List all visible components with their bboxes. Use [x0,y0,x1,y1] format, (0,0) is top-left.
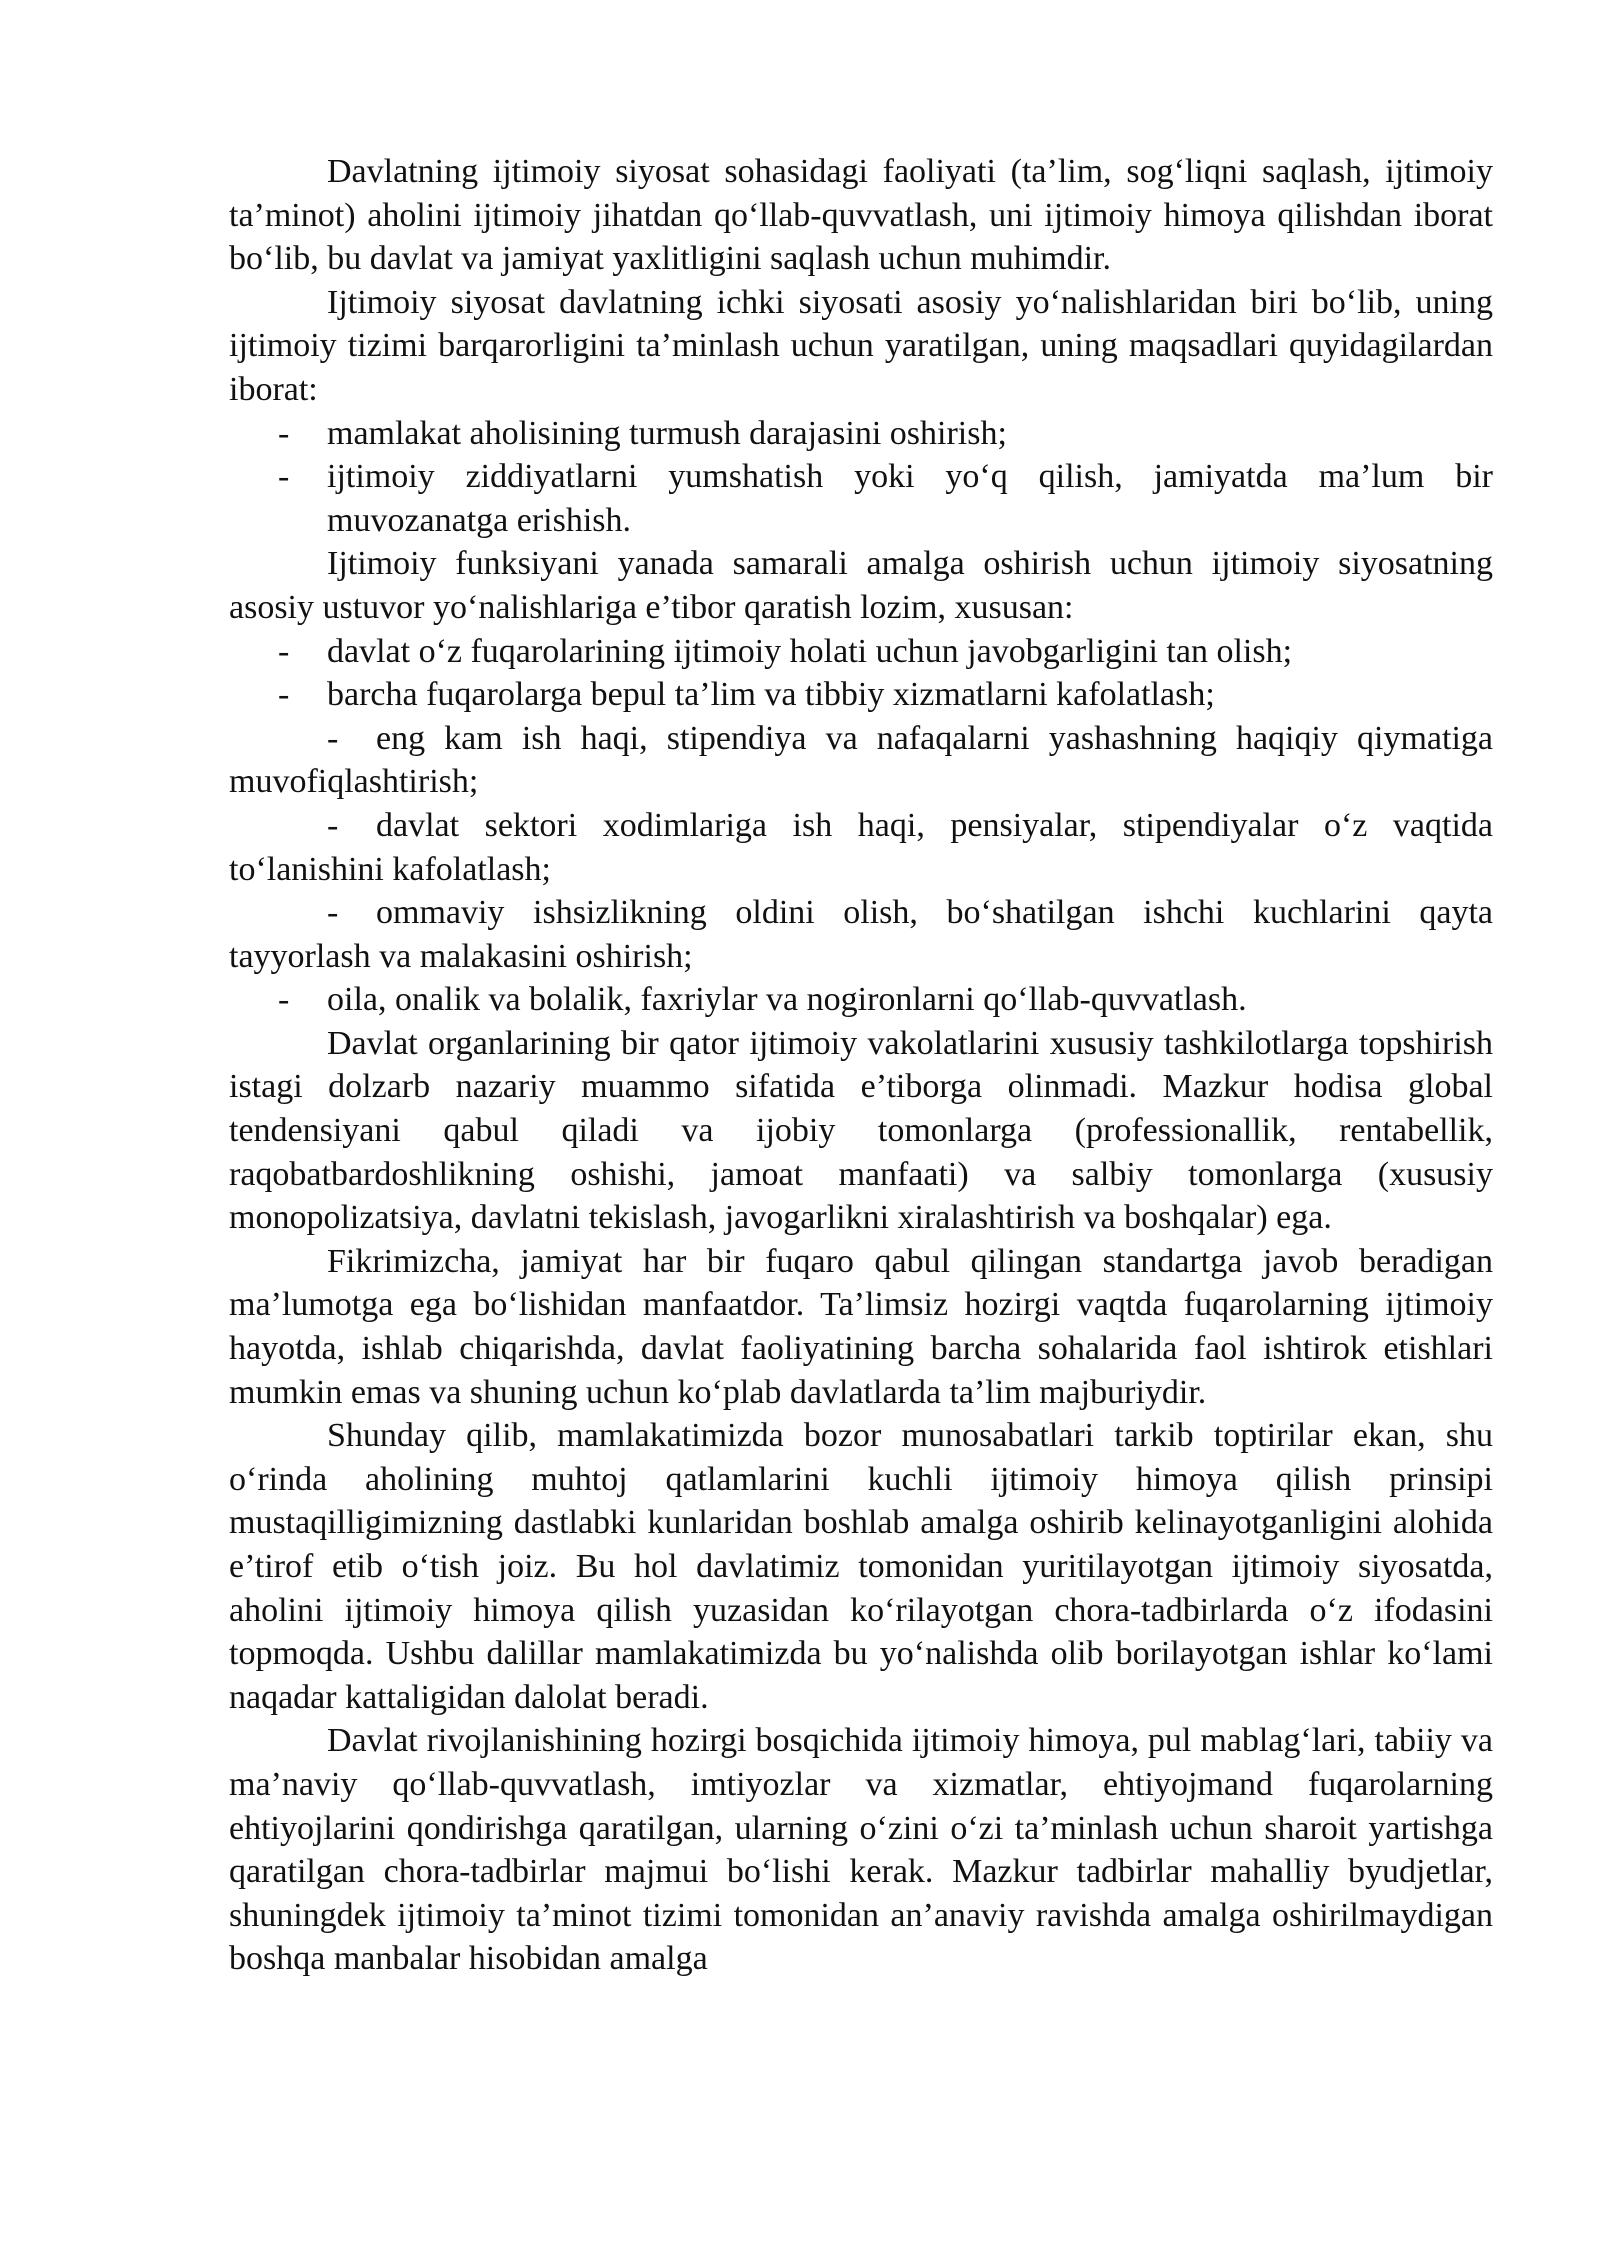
list-item [229,455,1493,542]
list-item [229,673,1493,717]
list-dash: - [278,981,290,1019]
list-dash: - [278,676,290,714]
list-item-text: eng kam ish haqi, stipendiya va nafaqalarni yashashning haqiqiy qiymatiga muvofiqlashtirish; [229,719,1493,801]
paragraph-delegation: Davlat organlarining bir qator ijtimoiy vakolatlarini xususiy tashkilotlarga topshirish istagi dolzarb nazariy muammo sifatida e’tiborga olinmadi. Mazkur hodisa global tendensiyani qabul qiladi va ijobiy tomonlarga (professionallik, rentabellik, raqobatbardoshlikning oshishi, jamoat manfaati) va salbiy tomonlarga (xususiy monopolizatsiya, davlatni tekislash, javogarlikni xiralashtirish va boshqalar) ega. [229,1024,1493,1237]
list-item-text: barcha fuqarolarga bepul ta’lim va tibbiy xizmatlarni kafolatlash; [327,676,1215,714]
paragraph-social-protection: Davlat rivojlanishining hozirgi bosqichida ijtimoiy himoya, pul mablag‘lari, tabiiy va ma’naviy qo‘llab-quvvatlash, imtiyozlar va xizmatlar, ehtiyojmand fuqarolarning ehtiyojlarini qondirishga qaratilgan, ularning o‘zini o‘zi ta’minlash uchun sharoit yartishga qaratilgan chora-tadbirlar majmui bo‘lishi kerak. Mazkur tadbirlar mahalliy byudjetlar, shuningdek ijtimoiy ta’minot tizimi tomonidan an’anaviy ravishda amalga oshirilmaydigan boshqa manbalar hisobidan amalga [229,1722,1493,1978]
paragraph-education: Fikrimizcha, jamiyat har bir fuqaro qabul qilingan standartga javob beradigan ma’lumotga ega bo‘lishidan manfaatdor. Ta’limsiz hozirgi vaqtda fuqarolarning ijtimoiy hayotda, ishlab chiqarishda, davlat faoliyatining barcha sohalarida faol ishtirok etishlari mumkin emas va shuning uchun ko‘plab davlatlarda ta’lim majburiydir. [229,1242,1493,1411]
list-item-text: ijtimoiy ziddiyatlarni yumshatish yoki yo‘q qilish, jamiyatda ma’lum bir muvozanatga erishish. [327,458,1493,539]
list-item [229,978,1493,1022]
list-dash: - [278,458,290,496]
list-dash: - [278,414,290,452]
paragraph-priorities: Ijtimoiy funksiyani yanada samarali amalga oshirish uchun ijtimoiy siyosatning asosiy ustuvor yo‘nalishlariga e’tibor qaratish lozim, xususan: [229,545,1493,626]
list-dash: - [278,632,290,670]
document-page [229,150,1493,1981]
list-dash: - [327,719,339,757]
list-item [229,717,1493,804]
paragraph-market-relations: Shunday qilib, mamlakatimizda bozor munosabatlari tarkib toptirilar ekan, shu o‘rinda aholining muhtoj qatlamlarini kuchli ijtimoiy himoya qilish prinsipi mustaqilligimizning dastlabki kunlaridan boshlab amalga oshirib kelinayotganligini alohida e’tirof etib o‘tish joiz. Bu hol davlatimiz tomonidan yuritilayotgan ijtimoiy siyosatda, aholini ijtimoiy himoya qilish yuzasidan ko‘rilayotgan chora-tadbirlarda o‘z ifodasini topmoqda. Ushbu dalillar mamlakatimizda bu yo‘nalishda olib borilayotgan ishlar ko‘lami naqadar kattaligidan dalolat beradi. [229,1417,1493,1716]
list-item-text: davlat o‘z fuqarolarining ijtimoiy holati uchun javobgarligini tan olish; [327,632,1293,670]
list-item [229,804,1493,891]
paragraph-social-policy: Davlatning ijtimoiy siyosat sohasidagi faoliyati (ta’lim, sog‘liqni saqlash, ijtimoiy ta’minot) aholini ijtimoiy jihatdan qo‘llab-quvvatlash, uni ijtimoiy himoya qilishdan iborat bo‘lib, bu davlat va jamiyat yaxlitligini saqlash uchun muhimdir. [229,153,1493,278]
list-item-text: ommaviy ishsizlikning oldini olish, bo‘shatilgan ishchi kuchlarini qayta tayyorlash va malakasini oshirish; [229,894,1493,975]
list-item [229,630,1493,674]
list-item-text: mamlakat aholisining turmush darajasini oshirish; [327,414,1007,452]
list-dash: - [327,806,339,844]
list-item [229,891,1493,978]
list-item-text: davlat sektori xodimlariga ish haqi, pensiyalar, stipendiyalar o‘z vaqtida to‘lanishini kafolatlash; [229,806,1493,888]
list-dash: - [327,894,339,932]
paragraph-policy-goals: Ijtimoiy siyosat davlatning ichki siyosati asosiy yo‘nalishlaridan biri bo‘lib, uning ijtimoiy tizimi barqarorligini ta’minlash uchun yaratilgan, uning maqsadlari quyidagilardan iborat: [229,283,1493,408]
list-item-text: oila, onalik va bolalik, faxriylar va nogironlarni qo‘llab-quvvatlash. [327,981,1247,1019]
list-item [229,412,1493,456]
